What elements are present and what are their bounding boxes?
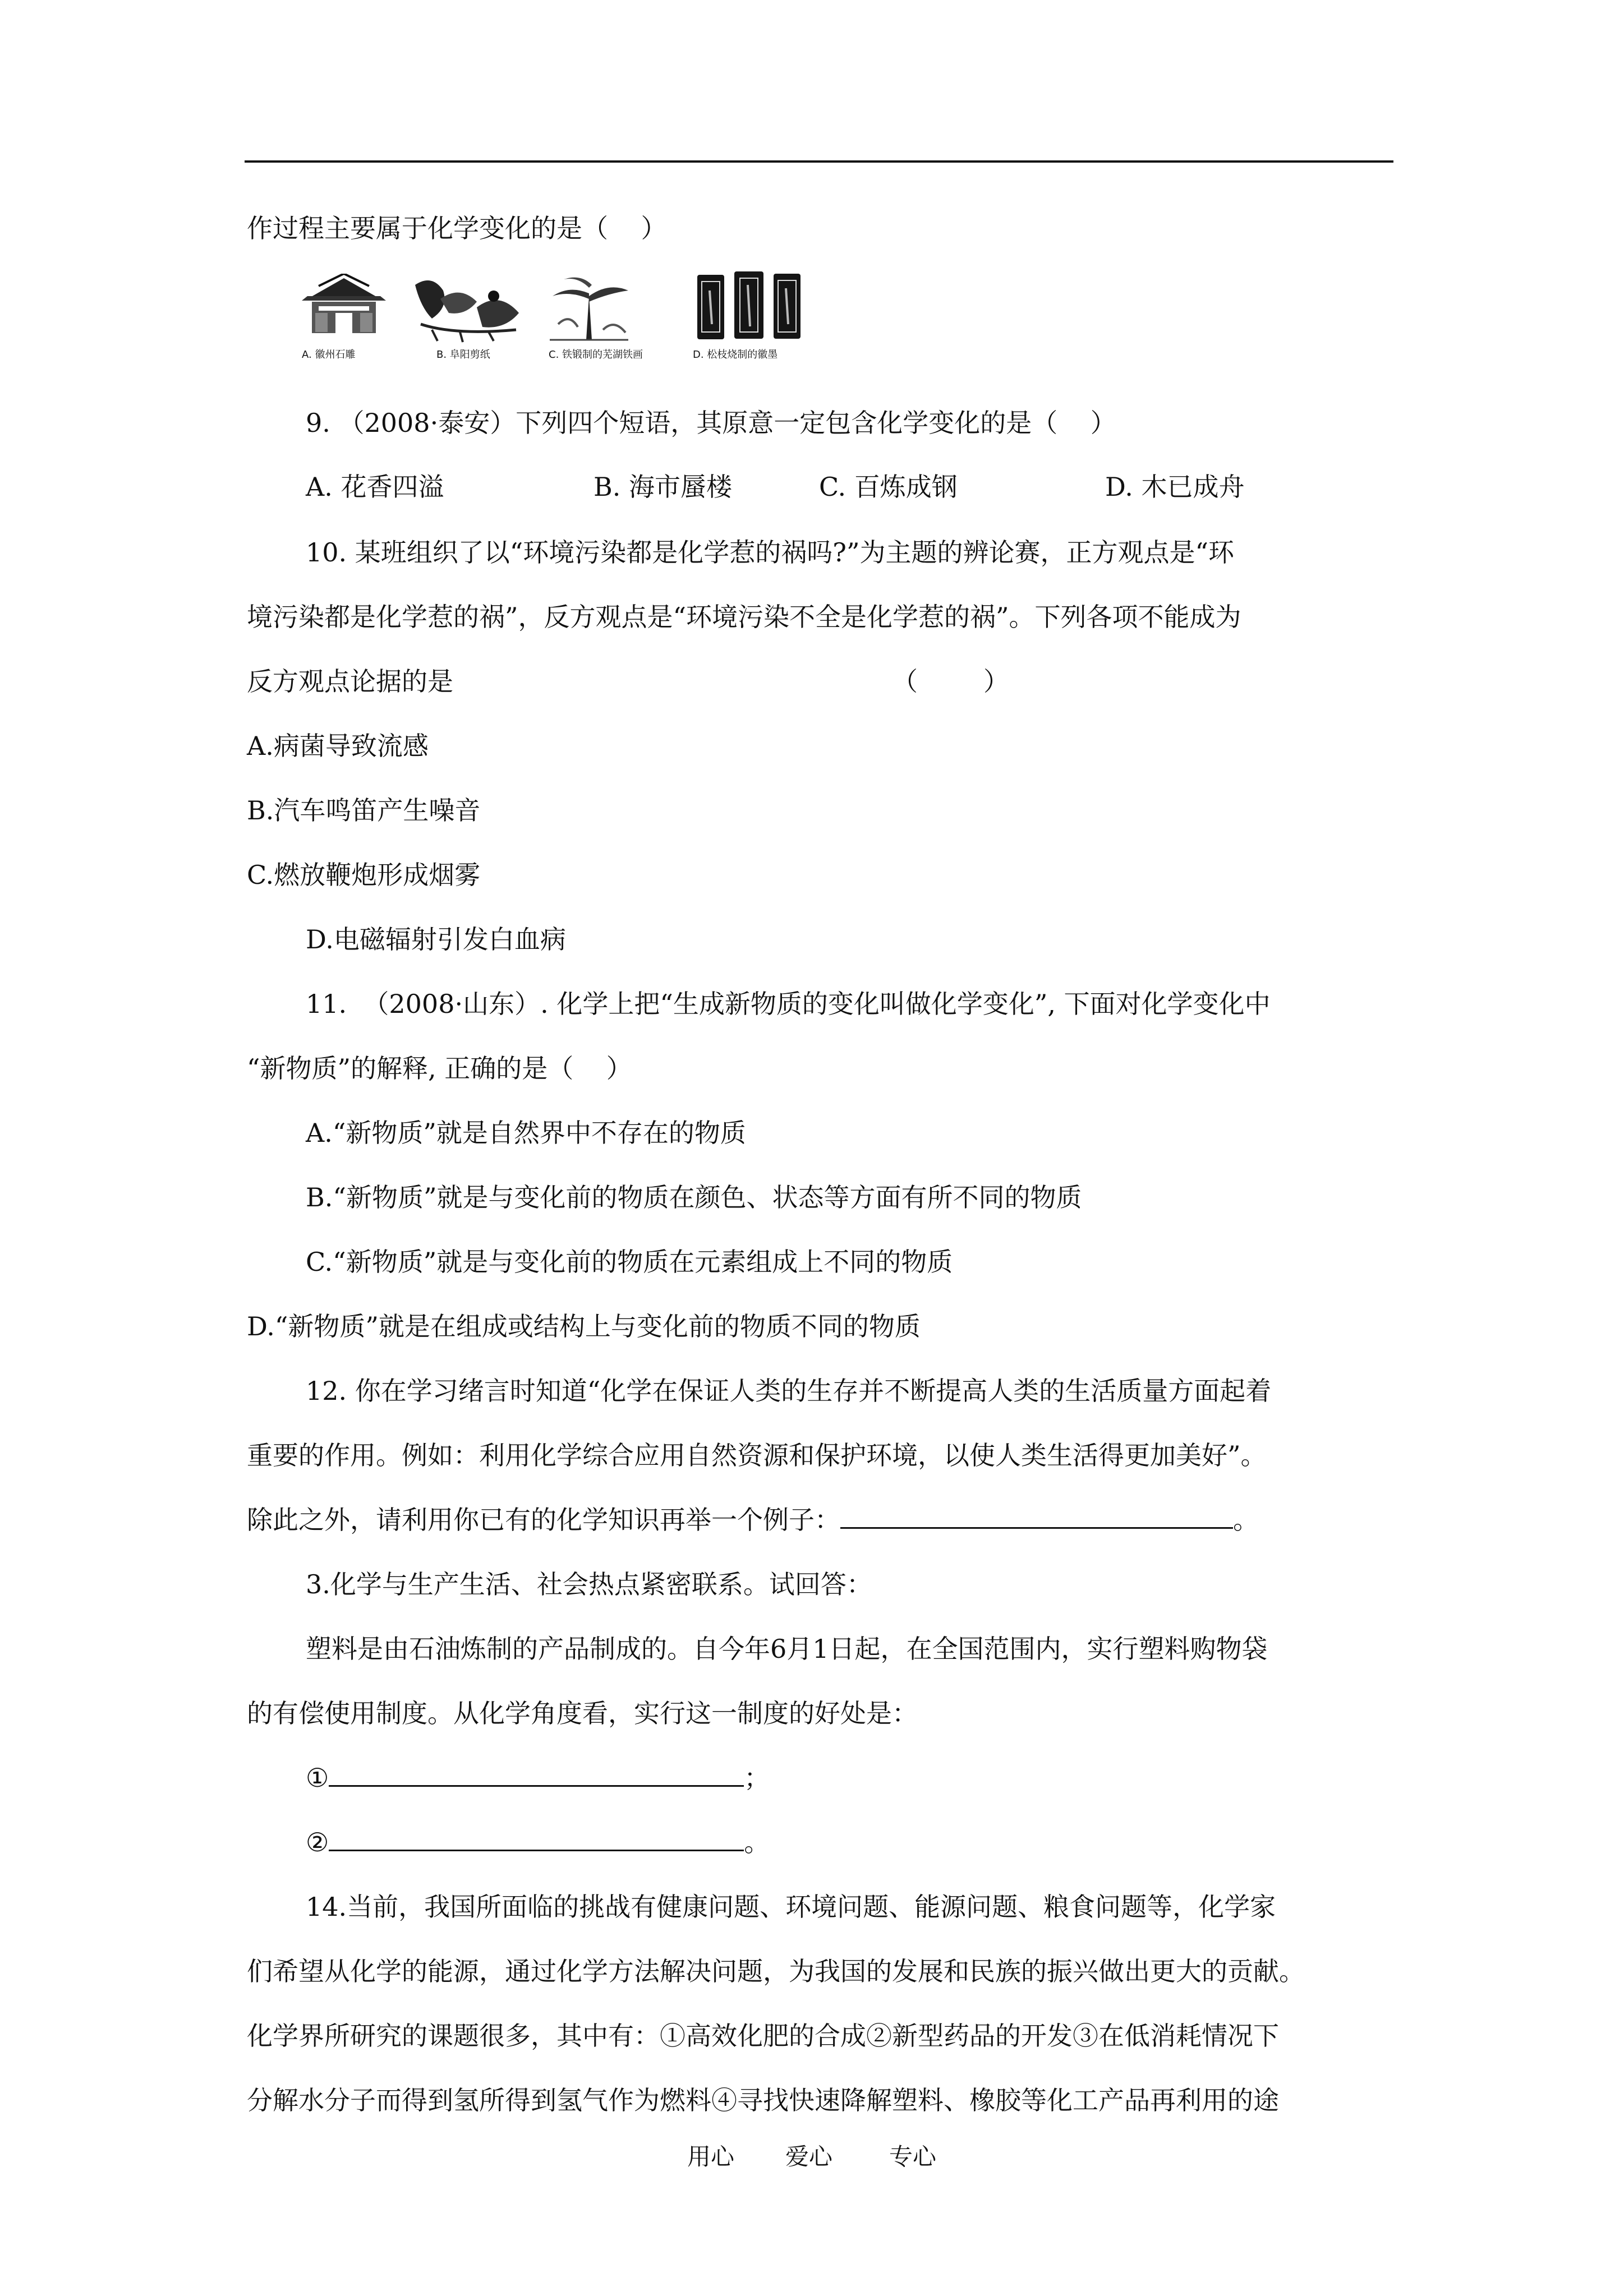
iron-painting-pine-icon xyxy=(547,274,631,341)
q10-line-1: 10. 某班组织了以“环境污染都是化学惹的祸吗?”为主题的辨论赛，正方观点是“环 xyxy=(306,537,1234,568)
q13-answer-blank-2[interactable] xyxy=(329,1827,744,1851)
q8-caption-c: C. 铁锻制的芜湖铁画 xyxy=(549,349,643,361)
q13-end-2: 。 xyxy=(744,1827,770,1857)
q9-option-d: D. 木已成舟 xyxy=(1105,472,1245,502)
q9-option-a: A. 花香四溢 xyxy=(306,472,444,502)
q12-line-3 xyxy=(247,1503,1259,1537)
paper-cutting-birds-icon xyxy=(410,274,527,344)
q12-line-1: 12. 你在学习绪言时知道“化学在保证人类的生存并不断提高人类的生活质量方面起着 xyxy=(306,1376,1272,1406)
q9-option-c: C. 百炼成钢 xyxy=(819,472,958,502)
q14-line-2: 们希望从化学的能源，通过化学方法解决问题，为我国的发展和民族的振兴做出更大的贡献。 xyxy=(247,1956,1305,1986)
q10-answer-paren: （ ） xyxy=(892,666,1009,697)
q8-caption-a: A. 徽州石雕 xyxy=(302,349,356,361)
q14-line-1: 14.当前，我国所面临的挑战有健康问题、环境问题、能源问题、粮食问题等，化学家 xyxy=(306,1892,1276,1922)
q13-line-2: 的有偿使用制度。从化学角度看，实行这一制度的好处是： xyxy=(247,1698,918,1728)
q13-marker-2: ② xyxy=(306,1827,329,1857)
footer-item-3: 专心 xyxy=(889,2143,937,2170)
q9-option-b: B. 海市蜃楼 xyxy=(594,472,733,502)
q10-option-c: C.燃放鞭炮形成烟雾 xyxy=(247,860,481,890)
q8-caption-b: B. 阜阳剪纸 xyxy=(436,349,490,361)
intro-line: 作过程主要属于化学变化的是（ ） xyxy=(247,213,667,243)
footer-item-1: 用心 xyxy=(687,2143,735,2170)
ink-sticks-icon xyxy=(693,268,805,341)
q9-stem: 9. （2008·泰安）下列四个短语，其原意一定包含化学变化的是（ ） xyxy=(306,408,1116,438)
q12-line-2: 重要的作用。例如：利用化学综合应用自然资源和保护环境，以使人类生活得更加美好”。 xyxy=(247,1440,1267,1470)
q13-blank-1-line xyxy=(306,1761,770,1795)
q13-line-1: 塑料是由石油炼制的产品制成的。自今年6月1日起，在全国范围内，实行塑料购物袋 xyxy=(306,1634,1268,1664)
q12-answer-blank[interactable] xyxy=(840,1505,1233,1529)
q12-end-mark: 。 xyxy=(1233,1505,1259,1535)
q11-option-c: C.“新物质”就是与变化前的物质在元素组成上不同的物质 xyxy=(306,1247,953,1277)
q14-line-3: 化学界所研究的课题很多，其中有：①高效化肥的合成②新型药品的开发③在低消耗情况下 xyxy=(247,2021,1279,2051)
q13-answer-blank-1[interactable] xyxy=(329,1763,744,1787)
q10-line-3: 反方观点论据的是 xyxy=(247,666,453,697)
q13-blank-2-line xyxy=(306,1825,770,1859)
q13-marker-1: ① xyxy=(306,1763,329,1793)
q11-option-b: B.“新物质”就是与变化前的物质在颜色、状态等方面有所不同的物质 xyxy=(306,1182,1082,1212)
q10-line-2: 境污染都是化学惹的祸”，反方观点是“环境污染不全是化学惹的祸”。下列各项不能成为 xyxy=(247,602,1241,632)
q11-line-1: 11. （2008·山东）. 化学上把“生成新物质的变化叫做化学变化”, 下面对化学变化中 xyxy=(306,989,1271,1019)
q10-option-a: A.病菌导致流感 xyxy=(247,731,429,761)
q8-caption-d: D. 松枝烧制的徽墨 xyxy=(693,349,778,361)
stone-carving-gate-icon xyxy=(302,274,386,335)
header-rule xyxy=(245,160,1393,163)
q14-line-4: 分解水分子而得到氢所得到氢气作为燃料④寻找快速降解塑料、橡胶等化工产品再利用的途 xyxy=(247,2085,1279,2115)
q10-option-d: D.电磁辐射引发白血病 xyxy=(306,924,566,955)
q13-title: 3.化学与生产生活、社会热点紧密联系。试回答： xyxy=(306,1569,872,1599)
footer-item-2: 爱心 xyxy=(785,2143,833,2170)
q11-option-d: D.“新物质”就是在组成或结构上与变化前的物质不同的物质 xyxy=(247,1311,921,1341)
q13-end-1: ； xyxy=(744,1763,770,1793)
q10-option-b: B.汽车鸣笛产生噪音 xyxy=(247,795,481,826)
q11-line-2: “新物质”的解释, 正确的是（ ） xyxy=(247,1053,632,1084)
q11-option-a: A.“新物质”就是自然界中不存在的物质 xyxy=(306,1118,746,1148)
q12-line-3-text: 除此之外，请利用你已有的化学知识再举一个例子： xyxy=(247,1505,840,1535)
